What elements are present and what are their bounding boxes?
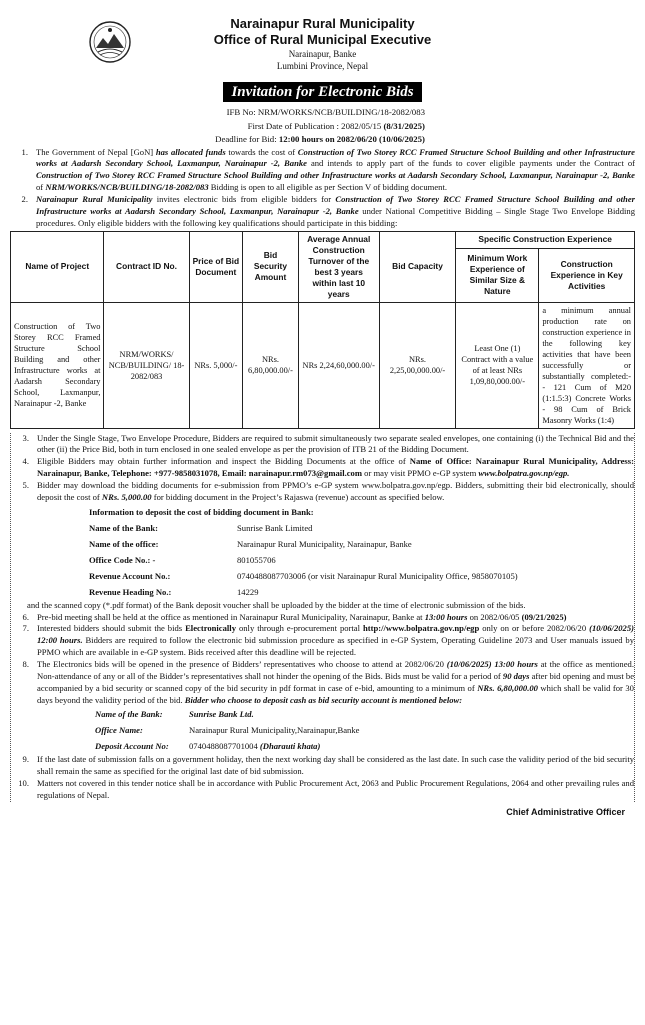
revenue-heading: 14229	[237, 586, 259, 597]
clause-2: 2. Narainapur Rural Municipality invites electronic bids from eligible bidders for Construction of Two Storey RCC Framed Structure School Building and other Infrastructure works at Aadarsh Secondary School, Laxmanpur, Narainapur -2, Banke under National Competitive Bidding – Single Stage Two Envelope Bidding procedures. Only eligible bidders with the following key qualifications should participate in this bidding:	[21, 193, 636, 228]
cash-bank-name: Sunrise Bank Ltd.	[189, 709, 254, 720]
clause-1: 1. The Government of Nepal [GoN] has allocated funds towards the cost of Construction of Two Storey RCC Framed Structure School Building and other Infrastructure works at Aadarsh Secondary School, Laxmanpur, Narainapur -2, Banke and intends to apply part of the funds to cover eligible payments under the Contract of Construction of Two Storey RCC Framed Structure School Building and other Infrastructure works at Aadarsh Secondary School, Laxmanpur, Narainapur -2, Banke of NRM/WORKS/NCB/BUILDING/18-2082/083 Bidding is open to all eligible as per Section V of bidding document.	[21, 146, 635, 193]
office-name-value: Narainapur Rural Municipality, Narainapur, Banke	[237, 538, 412, 549]
notice-header	[10, 0, 635, 82]
th-turnover: Average Annual Construction Turnover of the best 3 years within last 10 years	[298, 231, 379, 302]
qualification-table	[10, 231, 635, 429]
clause-5-after: and the scanned copy (*.pdf format) of the Bank deposit voucher shall be uploaded by the bidder at the time of electronic submission of the bids.	[27, 599, 526, 610]
table-row	[11, 302, 635, 428]
bid-deadline: Deadline for Bid: 12:00 hours on 2082/06/20 (10/06/2025)	[215, 134, 425, 144]
office-name: Office of Rural Municipal Executive	[213, 32, 432, 47]
cell-key-activities: a minimum annual production rate on construction experience in the following key activities that have been successfully or substantially completed:- - 121 Cum of M20 (1:1.5:3) Concrete Works - 98 Cum of Brick Masonry Works (1:4)	[539, 302, 635, 428]
bid-meta	[10, 106, 635, 147]
th-min-work: Minimum Work Experience of Similar Size & Nature	[456, 248, 539, 302]
th-capacity: Bid Capacity	[379, 231, 456, 302]
th-contract: Contract ID No.	[104, 231, 189, 302]
revenue-account: 074048808770300б (or visit Narainapur Rural Municipality Office, 9858070105)	[237, 570, 518, 581]
office-code: 801055706	[237, 554, 276, 565]
clause-7: 7. Interested bidders should submit the bids Electronically only through e-procurement portal http://www.bolpatra.gov.np/egp only on or before 2082/06/20 (10/06/2025) 12:00 hours. Bidders are required to follow the electronic bid submission procedure as specified in e-GP System, Operating Guideline 2073 and User manuals issued by PPMO which are available in e-GP system. Bids received after this deadline will be rejected.	[22, 623, 634, 658]
cash-office-name: Narainapur Rural Municipality,Narainapur,Banke	[189, 725, 360, 736]
publication-date: First Date of Publication : 2082/05/15 (8/31/2025)	[247, 120, 425, 131]
ifb-number: IFB No: NRM/WORKS/NCB/BUILDING/18-2082/083	[226, 107, 425, 117]
bank-deposit-info: Information to deposit the cost of bidding document in Bank: Name of the Bank: Sunrise Bank Limited Name of the office: Narainapur Rural Municipality, Narainapur, Banke Office Code No.: - 801055706 Revenue Account No.: 074048808770300б (or visit Narainapur Rural Municipality Office, 9858070105) Revenue Heading No.: 14229	[89, 504, 634, 600]
clause-8: 8. The Electronics bids will be opened in the presence of Bidders’ representatives who choose to attend at 2082/06/20 (10/06/2025) 13:00 hours at the office as mentioned. Non-attendance of any or all of the Bidder’s representatives shall not hinder the opening of the Bids. Bids must be valid for a period of 90 days after bid opening and must be accompanied by a bid security or scanned copy of the bid security in pdf format in case of e-bid, amounting to a minimum of NRs. 6,80,000.00 which shall be valid for 30 days beyond the validity period of the bid. Bidder who choose to deposit cash as bid security account is mentioned below:	[22, 658, 635, 705]
clause-6: 6. Pre-bid meeting shall be held at the office as mentioned in Narainapur Rural Municipality, Narainapur, Banke at 13:00 hours on 2082/06/05 (09/21/2025)	[22, 611, 567, 622]
cell-contract: NRM/WORKS/ NCB/BUILDING/ 18-2082/083	[104, 302, 189, 428]
clause-9: 9. If the last date of submission falls on a government holiday, then the next working day shall be considered as the last date. In such case the validity period of the bid security shall remain the same as specified for the original last date of bid submission.	[22, 754, 634, 777]
office-province: Lumbini Province, Nepal	[276, 61, 369, 71]
th-specific: Specific Construction Experience	[456, 231, 635, 248]
signature-title: Chief Administrative Officer	[506, 806, 625, 817]
cell-min-work: Least One (1) Contract with a value of at least NRs 1,09,80,000.00/-	[456, 302, 539, 428]
clause-5: 5. Bidder may download the bidding documents for e-submission from PPMO’s e-GP system www.bolpatra.gov.np/egp. Bidders, submitting their bid electronically, should deposit the cost of NRs. 5,000.00 for bidding document in the Project’s Rajaswa (revenue) account as specified below.	[22, 479, 634, 502]
municipality-name: Narainapur Rural Municipality	[230, 16, 415, 31]
office-address: Narainapur, Banke	[288, 49, 357, 59]
nepal-emblem-icon	[88, 20, 132, 64]
th-security: Bid Security Amount	[243, 231, 299, 302]
bank-name: Sunrise Bank Limited	[237, 522, 313, 533]
notice-title-banner: Invitation for Electronic Bids	[223, 82, 421, 102]
cash-deposit-info: Name of the Bank: Sunrise Bank Ltd. Office Name: Narainapur Rural Municipality,Narainapur,Banke Deposit Account No: 0740488087701004 (Dharauti khata)	[95, 706, 634, 754]
clause-3: 3. Under the Single Stage, Two Envelope Procedure, Bidders are required to submit simultaneously two separate sealed envelopes, one containing (i) the Technical Bid and the other (ii) the Price Bid, both in turn enclosed in one sealed envelope as per the provision of ITB 21 of the Bidding Document.	[22, 432, 634, 455]
clause-4: 4. Eligible Bidders may obtain further information and inspect the Bidding Documents at the office of Name of Office: Narainapur Rural Municipality, Address: Narainapur, Banke, Telephone: +977-9858031078, Email: narainapur.rm073@gmail.com or may visit PPMO e-GP system www.bolpatra.gov.np/egp.	[22, 456, 634, 479]
cell-capacity: NRs. 2,25,00,000.00/-	[379, 302, 456, 428]
deposit-account: 0740488087701004 (Dharauti khata)	[189, 741, 321, 752]
th-project: Name of Project	[11, 231, 104, 302]
cell-price: NRs. 5,000/-	[189, 302, 243, 428]
th-key-activities: Construction Experience in Key Activities	[539, 248, 635, 302]
bank-info-title: Information to deposit the cost of bidding document in Bank:	[89, 506, 314, 517]
cell-project: Construction of Two Storey RCC Framed Structure School Building and other Infrastructure works at Aadarsh Secondary School, Laxmanpur, Narainapur -2, Banke	[11, 302, 104, 428]
cell-turnover: NRs 2,24,60,000.00/-	[298, 302, 379, 428]
cell-security: NRs. 6,80,000.00/-	[243, 302, 299, 428]
th-price: Price of Bid Document	[189, 231, 243, 302]
clause-10: 10. Matters not covered in this tender notice shall be in accordance with Public Procurement Act, 2063 and Public Procurement Regulations, 2064 and other prevailing rules and regulations of Nepal.	[18, 778, 634, 800]
